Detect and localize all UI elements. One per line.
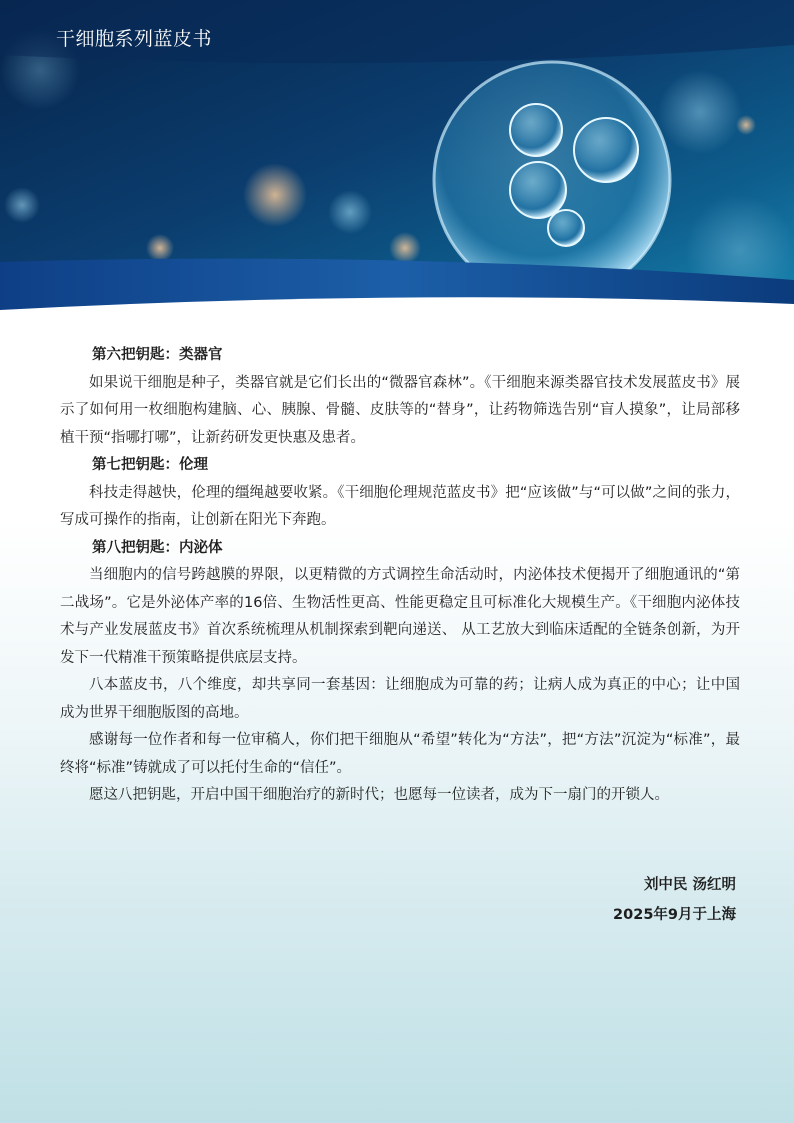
- body-text: [60, 342, 740, 810]
- paragraph-thanks: 感谢每一位作者和每一位审稿人，你们把干细胞从“希望”转化为“方法”，把“方法”沉淀为“标准”，最终将“标准”铸就成了可以托付生命的“信任”。: [60, 732, 740, 776]
- paragraph-summary: 八本蓝皮书，八个维度，却共享同一套基因：让细胞成为可靠的药；让病人成为真正的中心；让中国成为世界干细胞版图的高地。: [60, 677, 740, 721]
- section-heading-ethics: 第七把钥匙：伦理: [92, 457, 208, 473]
- paragraph-endosome: 当细胞内的信号跨越膜的界限，以更精微的方式调控生命活动时，内泌体技术便揭开了细胞通讯的“第二战场”。它是外泌体产率的16倍、生物活性更高、性能更稳定且可标准化大规模生产。《干细胞内泌体技术与产业发展蓝皮书》首次系统梳理从机制探索到靶向递送、 从工艺放大到临床适配的全链条创新，为开发下一代精准干预策略提供底层支持。: [60, 567, 740, 666]
- header-banner: [0, 0, 794, 320]
- section-heading-endosome: 第八把钥匙：内泌体: [92, 539, 223, 556]
- signature-block: [613, 870, 736, 930]
- paragraph-ethics: 科技走得越快，伦理的缰绳越要收紧。《干细胞伦理规范蓝皮书》把“应该做”与“可以做”之间的张力，写成可操作的指南，让创新在阳光下奔跑。: [60, 484, 740, 528]
- signature-authors: 刘中民 汤红明: [643, 877, 736, 893]
- paragraph-wish: 愿这八把钥匙，开启中国干细胞治疗的新时代；也愿每一位读者，成为下一扇门的开锁人。: [89, 787, 669, 803]
- signature-date-place: 2025年9月于上海: [613, 907, 736, 923]
- paragraph-organoid: 如果说干细胞是种子，类器官就是它们长出的“微器官森林”。《干细胞来源类器官技术发展蓝皮书》展示了如何用一枚细胞构建脑、心、胰腺、骨髓、皮肤等的“替身”，让药物筛选告别“盲人摸象”，让局部移植干预“指哪打哪”，让新药研发更快惠及患者。: [60, 374, 740, 446]
- section-heading-organoid: 第六把钥匙：类器官: [92, 347, 223, 363]
- series-title: 干细胞系列蓝皮书: [56, 28, 213, 50]
